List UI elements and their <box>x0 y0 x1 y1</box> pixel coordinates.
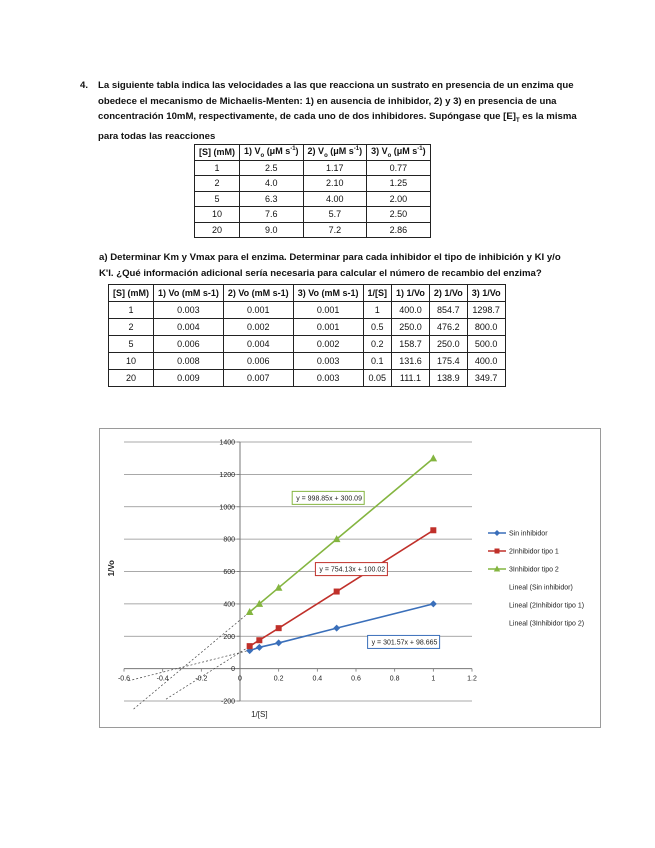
table-row: 20 9.0 7.2 2.86 <box>195 222 431 238</box>
data-point <box>275 639 282 646</box>
y-tick-label: 0 <box>231 666 235 674</box>
part-a-line-1: a) Determinar Km y Vmax para el enzima. Determinar para cada inhibidor el tipo de inhibición y KI y/o <box>99 252 561 263</box>
t1-header-v1: 1) $V_o$ (μM $s^{-1}$) <box>240 145 304 161</box>
data-point <box>334 589 340 595</box>
legend-trendline-label: Lineal (3Inhibidor tipo 2) <box>509 620 585 628</box>
table-row: 10 7.6 5.7 2.50 <box>195 207 431 223</box>
trendline-extrapolation <box>166 646 250 699</box>
data-point <box>256 637 262 643</box>
data-point <box>430 454 438 461</box>
y-tick-label: 800 <box>223 536 235 544</box>
y-tick-label: 1200 <box>219 471 235 479</box>
problem-line-4: para todas las reacciones <box>98 131 216 143</box>
t1-header-v2: 2) $V_o$ (μM $s^{-1}$) <box>303 145 367 161</box>
t2-header: 3) Vo (mM s-1) <box>293 285 363 302</box>
y-axis-title: 1/Vo <box>107 560 116 577</box>
legend-label: 3Inhibidor tipo 2 <box>509 566 559 574</box>
table-row: 1 0.003 0.001 0.001 1 400.0 854.7 1298.7 <box>109 302 506 319</box>
table-row: 5 6.3 4.00 2.00 <box>195 191 431 207</box>
data-point <box>276 625 282 631</box>
data-point <box>247 643 253 649</box>
equation-label: y = 301.57x + 98.665 <box>371 639 438 647</box>
table-row: 5 0.006 0.004 0.002 0.2 158.7 250.0 500.0 <box>109 336 506 353</box>
data-point <box>333 625 340 632</box>
equation-label: y = 754.13x + 100.02 <box>319 566 386 574</box>
x-tick-label: 0 <box>238 675 242 683</box>
y-tick-label: 200 <box>223 633 235 641</box>
velocity-table <box>194 144 431 238</box>
chart-svg <box>100 429 600 727</box>
table-row: 20 0.009 0.007 0.003 0.05 111.1 138.9 349.7 <box>109 370 506 387</box>
t2-header: 3) 1/Vo <box>467 285 505 302</box>
legend-marker <box>494 530 500 536</box>
x-tick-label: -0.4 <box>156 675 169 683</box>
data-point <box>430 600 437 607</box>
y-tick-label: -200 <box>220 698 235 706</box>
t2-header: 2) 1/Vo <box>429 285 467 302</box>
t2-header: [S] (mM) <box>109 285 154 302</box>
problem-statement <box>80 78 600 145</box>
legend-label: Sin inhibidor <box>509 530 548 538</box>
y-tick-label: 1000 <box>219 504 235 512</box>
y-tick-label: 600 <box>223 569 235 576</box>
t2-header: 1) 1/Vo <box>392 285 430 302</box>
table-row: 1 2.5 1.17 0.77 <box>195 160 431 176</box>
part-a-line-2: K'I. ¿Qué información adicional sería necesaria para calcular el número de recambio del enzima? <box>99 268 542 279</box>
legend-trendline-label: Lineal (2Inhibidor tipo 1) <box>509 602 585 610</box>
t2-header: 1) Vo (mM s-1) <box>154 285 224 302</box>
y-tick-label: 400 <box>223 601 235 609</box>
part-a-question <box>99 250 599 282</box>
problem-line-3: concentración 10mM, respectivamente, de cada uno de dos inhibidores. Supóngase que $[E]_T$ es la misma <box>98 111 577 124</box>
x-tick-label: 1.2 <box>467 675 477 683</box>
trendline-extrapolation <box>134 612 250 709</box>
legend-marker <box>495 549 500 554</box>
table-row: 2 4.0 2.10 1.25 <box>195 176 431 192</box>
t2-header: 2) Vo (mM s-1) <box>223 285 293 302</box>
t1-header-v3: 3) $V_o$ (μM $s^{-1}$) <box>367 145 431 161</box>
x-tick-label: 0.8 <box>389 675 400 683</box>
t2-header: 1/[S] <box>363 285 392 302</box>
reciprocal-table <box>108 284 506 387</box>
t1-header-s: [S] (mM) <box>195 145 240 161</box>
lineweaver-burk-chart <box>99 428 601 728</box>
data-point <box>256 644 263 651</box>
problem-number: 4. <box>80 80 89 91</box>
y-tick-label: 1400 <box>219 439 235 447</box>
problem-line-2: obedece el mecanismo de Michaelis-Menten: 1) en ausencia de inhibidor, 2) y 3) en presencia de una <box>98 95 557 107</box>
x-tick-label: 0.4 <box>312 675 323 683</box>
table-row: 2 0.004 0.002 0.001 0.5 250.0 476.2 800.0 <box>109 319 506 336</box>
x-tick-label: -0.2 <box>195 675 208 683</box>
table-row: 10 0.008 0.006 0.003 0.1 131.6 175.4 400.0 <box>109 353 506 370</box>
x-tick-label: 1 <box>431 675 436 683</box>
data-point <box>430 527 436 533</box>
x-tick-label: 0.2 <box>273 675 284 683</box>
problem-line-1: La siguiente tabla indica las velocidades a las que reacciona un sustrato en presencia de un enzima que <box>98 80 574 91</box>
equation-label: y = 998.85x + 300.09 <box>296 495 362 503</box>
x-tick-label: 0.6 <box>351 675 361 683</box>
x-tick-label: -0.6 <box>117 675 131 683</box>
x-axis-title: 1/[S] <box>251 710 268 719</box>
legend-label: 2Inhibidor tipo 1 <box>509 548 559 556</box>
legend-trendline-label: Lineal (Sin inhibidor) <box>509 584 573 592</box>
